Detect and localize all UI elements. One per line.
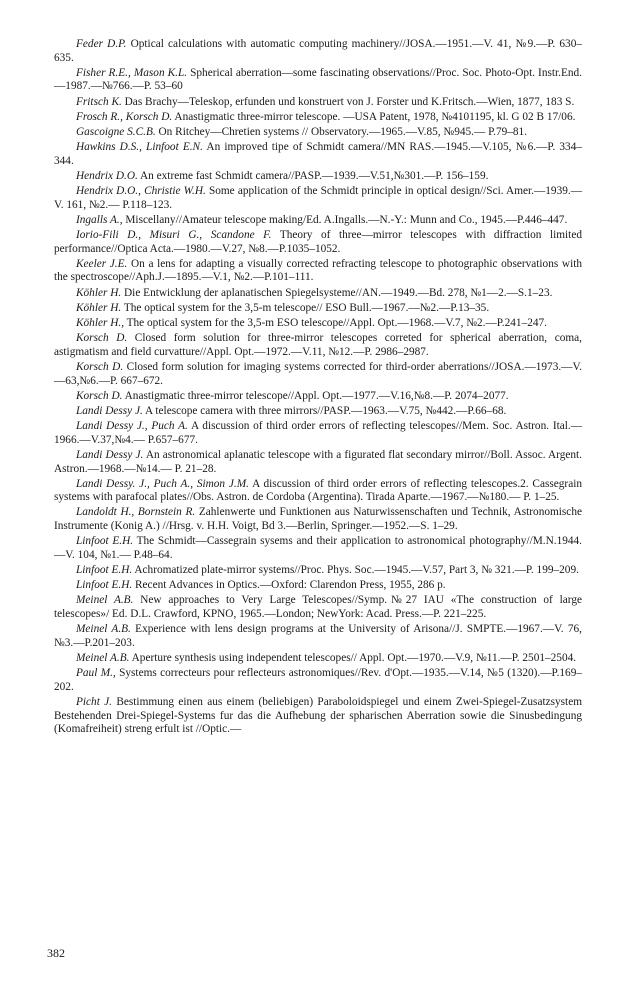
reference-entry <box>54 405 582 419</box>
reference-author: Fisher R.E., Mason K.L. <box>76 66 188 79</box>
reference-entry <box>54 564 582 578</box>
reference-text: Aperture synthesis using independent telescopes// Appl. Opt.—1970.—V.9, №11.—P. 2501–2504. <box>129 651 577 664</box>
reference-author: Ingalls A., <box>76 213 123 226</box>
reference-author: Linfoot E.H. <box>76 564 133 577</box>
reference-author: Fritsch K. <box>76 95 122 108</box>
reference-author: Hawkins D.S., Linfoot E.N. <box>76 141 203 154</box>
reference-author: Landi Dessy J. <box>76 404 143 417</box>
reference-author: Feder D.P. <box>76 38 127 50</box>
reference-entry <box>54 141 582 168</box>
reference-text: New approaches to Very Large Telescopes//Symp.№27 IAU «The construction of large telescopes»/ Ed. D.L. Crawford, KPNO, 1965.—London; NewYork: Acad. Press.—P. 221–225. <box>54 594 582 620</box>
reference-text: A discussion of third order errors of reflecting telescopes//Mem. Soc. Astron. Ital.—1966.—V.37,№4.— P.657–677. <box>54 420 582 446</box>
reference-author: Meinel A.B. <box>76 623 131 636</box>
reference-text: The Schmidt—Cassegrain sysems and their application to astronomical photography//M.N.1944.—V. 104, №1.— P.48–64. <box>54 535 582 561</box>
reference-text: Spherical aberration—some fascinating observations//Proc. Soc. Photo-Opt. Instr.End.—1987.—№766.—P. 53–60 <box>54 66 582 93</box>
reference-entry <box>54 111 582 125</box>
reference-author: Meinel A.B. <box>76 651 130 664</box>
reference-entry <box>54 696 582 737</box>
reference-entry <box>54 449 582 476</box>
reference-entry <box>54 667 582 694</box>
reference-author: Frosch R., Korsch D. <box>76 110 173 123</box>
reference-text: Anastigmatic three-mirror telescope//Appl. Opt.—1977.—V.16,№8.—P. 2074–2077. <box>122 389 509 402</box>
reference-author: Landi Dessy J. <box>76 448 144 461</box>
reference-entry <box>54 302 582 316</box>
reference-author: Iorio-Fili D., Misuri G., Scandone F. <box>76 229 272 242</box>
reference-author: Landoldt H., Bornstein R. <box>76 506 196 519</box>
reference-author: Linfoot E.H. <box>76 579 133 592</box>
reference-author: Landi Dessy. J., Puch A., Simon J.M. <box>76 477 249 490</box>
reference-entry <box>54 38 582 65</box>
reference-entry <box>54 229 582 256</box>
reference-text: On Ritchey—Chretien systems // Observatory.—1965.—V.85, №945.— P.79–81. <box>155 125 528 138</box>
reference-text: Optical calculations with automatic computing machinery//JOSA.—1951.—V. 41, №9.—P. 630–635. <box>54 38 582 64</box>
reference-author: Meinel A.B. <box>76 594 134 607</box>
reference-text: Experience with lens design programs at the University of Arisona//J. SMPTE.—1967.—V. 76, №3.—P.201–203. <box>54 623 582 649</box>
reference-text: Die Entwicklung der aplanatischen Spiegelsysteme//AN.—1949.—Bd. 278, №1—2.—S.1–23. <box>121 286 553 299</box>
reference-text: Anastigmatic three-mirror telescope. —USA Patent, 1978, №4101195, kl. G 02 B 17/06. <box>172 110 576 123</box>
reference-entry <box>54 332 582 359</box>
reference-entry <box>54 579 582 593</box>
reference-author: Köhler H. <box>76 301 122 314</box>
reference-text: Theory of three—mirror telescopes with diffraction limited performance//Optica Acta.—1980.—V.27, №8.—P.1035–1052. <box>54 229 582 255</box>
reference-author: Landi Dessy J., Puch A. <box>76 420 188 433</box>
reference-author: Linfoot E.H. <box>76 535 134 548</box>
reference-text: An improved tipe of Schmidt camera//MN RAS.—1945.—V.105, №6.—P. 334–344. <box>54 141 582 167</box>
reference-text: Some application of the Schmidt principle in optical design//Sci. Amer.—1939.—V. 161, №2.— P.118–123. <box>54 185 582 211</box>
reference-entry <box>54 214 582 228</box>
reference-entry <box>54 96 582 110</box>
reference-entry <box>54 361 582 388</box>
reference-text: Achromatized plate-mirror systems//Proc. Phys. Soc.—1945.—V.57, Part 3, № 321.—P. 199–209. <box>132 564 579 577</box>
reference-author: Korsch D. <box>76 360 124 373</box>
reference-author: Köhler H., <box>76 317 125 329</box>
reference-author: Picht J. <box>76 695 113 708</box>
reference-entry <box>54 420 582 447</box>
reference-entry <box>54 185 582 212</box>
reference-author: Köhler H. <box>76 286 122 299</box>
reference-author: Keeler J.E. <box>76 257 128 270</box>
reference-entry <box>54 594 582 621</box>
reference-text: An extreme fast Schmidt camera//PASP.—1939.—V.51,№301.—P. 156–159. <box>137 169 489 182</box>
reference-entry <box>54 478 582 505</box>
reference-text: On a lens for adapting a visually corrected refracting telescope to photographic observations with the spectroscope//Aph.J.—1895.—V.1, №2.—P.101–111. <box>54 257 582 284</box>
reference-entry <box>54 535 582 562</box>
reference-text: Das Brachy—Teleskop, erfunden und konstruert von J. Forster und K.Fritsch.—Wien, 1877, 183 S. <box>121 95 575 108</box>
reference-author: Gascoigne S.C.B. <box>76 125 156 138</box>
reference-entry <box>54 390 582 404</box>
reference-entry <box>54 652 582 666</box>
reference-text: A discussion of third order errors of reflecting telescopes.2. Cassegrain systems with parafocal plates//Obs. Astron. de Cordoba (Argentina). Tirada Aparte.—1967.—№180.— P. 1–25. <box>54 477 582 504</box>
reference-entry <box>54 506 582 533</box>
reference-list <box>54 38 582 738</box>
page-number: 382 <box>47 946 65 960</box>
reference-author: Hendrix D.O., Christie W.H. <box>76 185 206 198</box>
reference-text: Recent Advances in Optics.—Oxford: Clarendon Press, 1955, 286 p. <box>132 579 446 592</box>
reference-entry <box>54 170 582 184</box>
reference-entry <box>54 317 582 331</box>
reference-text: The optical system for the 3,5-m telescope// ESO Bull.—1967.—№2.—P.13–35. <box>121 301 490 314</box>
reference-author: Hendrix D.O. <box>76 169 138 182</box>
reference-author: Korsch D. <box>76 332 128 345</box>
reference-author: Korsch D. <box>76 389 123 402</box>
reference-text: A telescope camera with three mirrors//PASP.—1963.—V.75, №442.—P.66–68. <box>142 404 507 417</box>
reference-entry <box>54 287 582 301</box>
reference-entry <box>54 258 582 285</box>
reference-text: Zahlenwerte und Funktionen aus Naturwissenschaften und Technik, Astronomische Instrumente (Konig A.) //Hrsg. v. H.H. Voigt, Bd 3.—Berlin, Springer.—1952.—S. 1–29. <box>54 506 582 533</box>
reference-text: Bestimmung einen aus einem (beliebigen) Paraboloidspiegel und einem Zwei-Spiegel-Zusatzsystem Bestehenden Drei-Spiegel-Systems fur das die Aufhebung der spharischen Aberration sowie die Sinusbedingung (Komafreiheit) streng erfult ist //Optic.— <box>54 695 582 736</box>
reference-text: Closed form solution for imaging systems corrected for third-order aberrations//JOSA.—1973.—V.—63,№6.—P. 667–672. <box>54 360 582 387</box>
reference-text: Closed form solution for three-mirror telescopes correted for spherical aberration, coma, astigmatism and field curvatture//Appl. Opt.—1972.—V.11, №12.—P. 2986–2987. <box>54 332 582 358</box>
reference-text: Miscellany//Amateur telescope making/Ed. A.Ingalls.—N.-Y.: Munn and Co., 1945.—P.446–447. <box>122 213 568 226</box>
reference-text: The optical system for the 3,5-m ESO telescope//Appl. Opt.—1968.—V.7, №2.—P.241–247. <box>124 317 547 329</box>
reference-author: Paul M., <box>76 667 116 680</box>
reference-entry <box>54 126 582 140</box>
reference-entry <box>54 623 582 650</box>
reference-text: An astronomical aplanatic telescope with a figurated flat secondary mirror//Boll. Assoc. Argent. Astron.—1968.—№14.— P. 21–28. <box>54 448 582 475</box>
reference-entry <box>54 67 582 94</box>
reference-text: Systems correcteurs pour reflecteurs astronomiques//Rev. d'Opt.—1935.—V.14, №5 (1320).—P.169–202. <box>54 667 582 693</box>
